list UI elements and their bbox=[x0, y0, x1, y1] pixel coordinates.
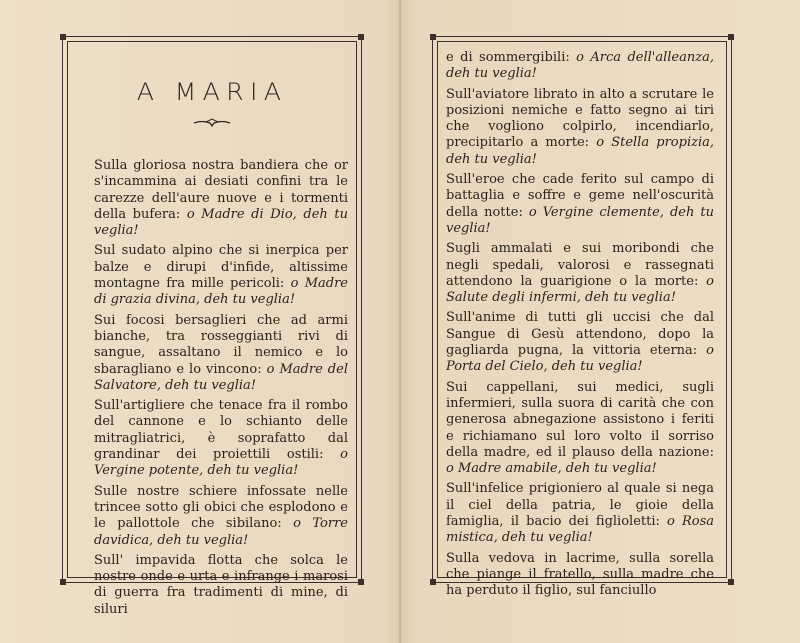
paragraph-text: Sul sudato alpino che si inerpica per balze e dirupi d'infide, altissime montagne fra mille pericoli: bbox=[94, 243, 348, 292]
paragraph bbox=[94, 484, 348, 549]
paragraph-text: Sull'eroe che cade ferito sul campo di battaglia e soffre e geme nell'oscurità della notte: bbox=[446, 172, 714, 220]
paragraph bbox=[94, 553, 348, 618]
invocation: o Vergine clemente, deh tu veglia! bbox=[446, 204, 714, 236]
paragraph-text: Sulla gloriosa nostra bandiera che or s'incammina ai desiati confini tra le carezze dell'aure nuove e i tormenti della bufera: bbox=[94, 158, 348, 222]
invocation: o Madre del Salvatore, deh tu veglia! bbox=[94, 361, 348, 393]
paragraph bbox=[446, 241, 714, 306]
paragraph-text: Sull'artigliere che tenace fra il rombo del cannone e lo schianto delle mitragliatrici, è soprafatto dal grandinar dei proiettili ostili: bbox=[94, 398, 348, 463]
paragraph-text: Sulla vedova in lacrime, sulla sorella che piange il fratello, sulla madre che ha perduto il figlio, sul fanciullo bbox=[446, 550, 714, 599]
paragraph-text: Sull' impavida flotta che solca le nostre onde e urta e infrange i marosi di guerra fra tradimenti di mine, di siluri bbox=[94, 552, 348, 617]
invocation: o Salute degli infermi, deh tu veglia! bbox=[446, 273, 714, 306]
paragraph bbox=[446, 50, 714, 83]
invocation: o Arca dell'alleanza, deh tu veglia! bbox=[446, 50, 714, 82]
page-fold bbox=[399, 0, 401, 643]
paragraph bbox=[446, 310, 714, 375]
paragraph-text: Sull'infelice prigioniero al quale si nega il ciel della patria, le gioie della famiglia, il bacio dei figlioletti: bbox=[446, 481, 714, 530]
left-text-column bbox=[94, 158, 348, 622]
paragraph bbox=[94, 243, 348, 308]
paragraph-text: Sulle nostre schiere infossate nelle trincee sotto gli obici che esplodono e le pallottole che sibilano: bbox=[94, 483, 348, 532]
paragraph-text: Sull'aviatore librato in alto a scrutare le posizioni nemiche e fatto segno ai tiri che vogliono colpirlo, incendiarlo, precipitarlo a morte: bbox=[446, 86, 714, 151]
invocation: o Madre di grazia divina, deh tu veglia! bbox=[94, 276, 348, 308]
paragraph bbox=[446, 380, 714, 478]
paragraph bbox=[446, 172, 714, 237]
invocation: o Rosa mistica, deh tu veglia! bbox=[446, 514, 714, 546]
paragraph bbox=[446, 481, 714, 546]
page-title: A MARIA bbox=[136, 78, 288, 106]
invocation: o Madre di Dio, deh tu veglia! bbox=[94, 206, 348, 239]
paragraph bbox=[94, 158, 348, 239]
invocation: o Stella propizia, deh tu veglia! bbox=[446, 135, 714, 167]
right-text-column bbox=[446, 50, 714, 604]
paragraph-text: Sugli ammalati e sui moribondi che negli spedali, valorosi e rassegnati attendono la guarigione o la morte: bbox=[446, 241, 714, 289]
paragraph bbox=[94, 313, 348, 394]
invocation: o Torre davidica, deh tu veglia! bbox=[94, 516, 348, 548]
paragraph-text: e di sommergibili: bbox=[446, 50, 577, 65]
paragraph-text: Sui cappellani, sui medici, sugli infermieri, sulla suora di carità che con generosa abnegazione assistono i feriti e richiamano sul loro volto il sorriso della madre, ed il plauso della nazione: bbox=[446, 379, 714, 460]
paragraph-text: Sull'anime di tutti gli uccisi che dal Sangue di Gesù attendono, dopo la gagliarda pugna, la vittoria eterna: bbox=[446, 310, 714, 359]
paragraph bbox=[446, 87, 714, 168]
paragraph-text: Sui focosi bersaglieri che ad armi bianche, tra rosseggianti rivi di sangue, assaltano il nemico e lo sbaragliano e lo vincono: bbox=[94, 312, 348, 377]
invocation: o Madre amabile, deh tu veglia! bbox=[446, 461, 657, 477]
paragraph bbox=[94, 398, 348, 479]
ornament-divider-icon bbox=[192, 117, 232, 129]
paragraph bbox=[446, 551, 714, 600]
invocation: o Porta del Cielo, deh tu veglia! bbox=[446, 343, 714, 375]
invocation: o Vergine potente, deh tu veglia! bbox=[94, 447, 348, 479]
